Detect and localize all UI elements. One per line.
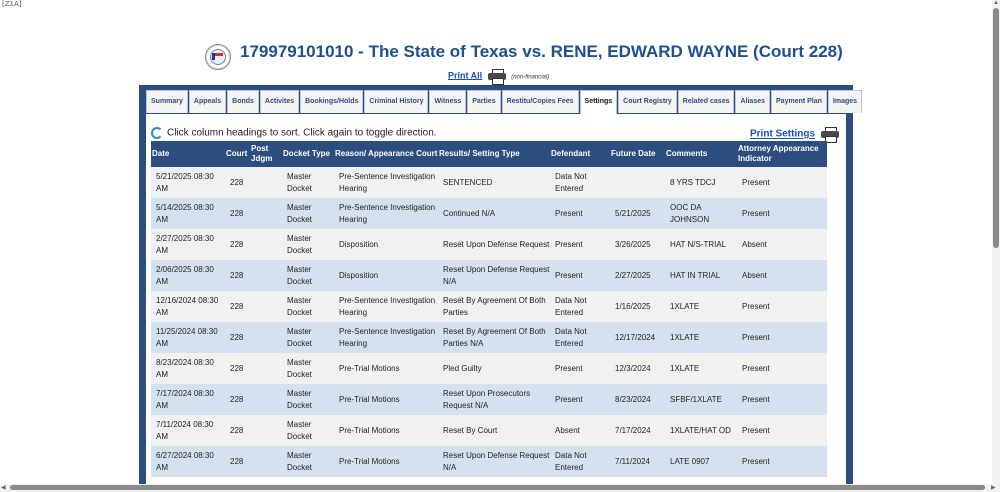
table-cell: 12/17/2024 — [610, 322, 665, 353]
print-settings-link[interactable]: Print Settings — [750, 128, 816, 140]
table-cell — [250, 260, 282, 291]
table-row — [151, 353, 827, 384]
print-settings-area — [750, 127, 842, 141]
column-header-post-jdgm[interactable]: Post Jdgm — [250, 141, 282, 167]
table-header-row — [151, 141, 827, 167]
texas-seal-icon — [205, 44, 231, 70]
table-cell: 7/11/2024 08:30 AM — [151, 415, 225, 446]
table-cell — [250, 167, 282, 198]
table-cell: 1/16/2025 — [610, 291, 665, 322]
table-cell: Pre-Trial Motions — [334, 415, 438, 446]
table-cell — [610, 167, 665, 198]
tab-images[interactable]: Images — [828, 90, 862, 113]
non-financial-label: (non-financial) — [511, 74, 550, 81]
settings-content — [146, 114, 846, 492]
table-cell: 228 — [225, 260, 250, 291]
table-cell: 8/23/2024 08:30 AM — [151, 353, 225, 384]
table-cell: Present — [550, 384, 610, 415]
table-cell: 8 YRS TDCJ — [665, 167, 737, 198]
tab-settings[interactable]: Settings — [580, 90, 618, 115]
table-cell: 228 — [225, 322, 250, 353]
table-cell: SENTENCED — [438, 167, 550, 198]
table-cell: Absent — [737, 260, 827, 291]
tab-restitu-copies-fees[interactable]: Restitu/Copies Fees — [502, 90, 579, 113]
printer-icon[interactable] — [820, 127, 840, 141]
table-cell: Pre-Sentence Investigation Hearing — [334, 322, 438, 353]
table-cell: Master Docket — [282, 384, 334, 415]
vertical-scrollbar[interactable] — [992, 0, 1000, 492]
tab-criminal-history[interactable]: Criminal History — [364, 90, 428, 113]
tab-payment-plan[interactable]: Payment Plan — [771, 90, 827, 113]
settings-table — [151, 141, 827, 477]
table-cell: 228 — [225, 353, 250, 384]
table-cell: Continued N/A — [438, 198, 550, 229]
table-cell: Master Docket — [282, 167, 334, 198]
table-cell: Pre-Trial Motions — [334, 353, 438, 384]
tab-bookings-holds[interactable]: Bookings/Holds — [300, 90, 363, 113]
table-cell: 5/21/2025 — [610, 198, 665, 229]
table-cell: Master Docket — [282, 291, 334, 322]
table-cell: SFBF/1XLATE — [665, 384, 737, 415]
table-cell: 228 — [225, 167, 250, 198]
table-cell: Reset By Court — [438, 415, 550, 446]
table-cell: Data Not Entered — [550, 446, 610, 477]
table-cell: Present — [737, 384, 827, 415]
table-cell: Master Docket — [282, 322, 334, 353]
table-cell: Present — [550, 353, 610, 384]
table-cell: 1XLATE — [665, 291, 737, 322]
table-cell: OOC DA JOHNSON — [665, 198, 737, 229]
table-cell: Present — [737, 291, 827, 322]
table-cell: Present — [737, 446, 827, 477]
table-cell — [250, 446, 282, 477]
table-cell — [250, 353, 282, 384]
table-row — [151, 322, 827, 353]
table-row — [151, 446, 827, 477]
table-cell: Pre-Trial Motions — [334, 384, 438, 415]
table-cell: Master Docket — [282, 446, 334, 477]
tab-witness[interactable]: Witness — [429, 90, 466, 113]
table-cell — [250, 198, 282, 229]
horizontal-scrollbar[interactable] — [0, 484, 1000, 492]
table-cell: Reset Upon Defense Request — [438, 229, 550, 260]
refresh-icon — [151, 127, 163, 139]
table-cell: 1XLATE — [665, 322, 737, 353]
table-cell: 7/11/2024 — [610, 446, 665, 477]
table-cell: Pre-Sentence Investigation Hearing — [334, 291, 438, 322]
column-header-defendant[interactable]: Defendant — [550, 141, 610, 167]
table-row — [151, 167, 827, 198]
column-header-attorney-appearance-indicator[interactable]: Attorney Appearance Indicator — [737, 141, 827, 167]
scroll-left-icon[interactable]: ◀ — [1, 485, 6, 491]
table-cell — [250, 291, 282, 322]
table-cell: Reset Upon Defense Request N/A — [438, 446, 550, 477]
table-cell: Data Not Entered — [550, 322, 610, 353]
table-cell: 5/14/2025 08:30 AM — [151, 198, 225, 229]
table-cell — [250, 229, 282, 260]
corner-label: [Z1A] — [2, 0, 22, 8]
tab-related-cases[interactable]: Related cases — [678, 90, 735, 113]
tab-court-registry[interactable]: Court Registry — [618, 90, 677, 113]
table-cell: 3/26/2025 — [610, 229, 665, 260]
table-cell: Present — [550, 260, 610, 291]
table-cell: Present — [550, 229, 610, 260]
table-cell: 2/27/2025 08:30 AM — [151, 229, 225, 260]
tab-bonds[interactable]: Bonds — [227, 90, 259, 113]
table-cell: Present — [737, 415, 827, 446]
table-cell: 228 — [225, 198, 250, 229]
tab-aliases[interactable]: Aliases — [735, 90, 770, 113]
table-cell: 228 — [225, 446, 250, 477]
table-cell: Disposition — [334, 260, 438, 291]
table-cell: 228 — [225, 384, 250, 415]
horizontal-scroll-thumb[interactable] — [10, 485, 985, 490]
table-cell: Pled Guilty — [438, 353, 550, 384]
table-cell: Master Docket — [282, 260, 334, 291]
scroll-up-icon[interactable]: ▲ — [993, 0, 999, 6]
table-row — [151, 198, 827, 229]
table-cell: 228 — [225, 291, 250, 322]
column-header-future-date[interactable]: Future Date — [610, 141, 665, 167]
table-cell: 5/21/2025 08:30 AM — [151, 167, 225, 198]
table-cell — [250, 322, 282, 353]
table-cell: Absent — [550, 415, 610, 446]
table-cell: Reset By Agreement Of Both Parties N/A — [438, 322, 550, 353]
column-header-comments[interactable]: Comments — [665, 141, 737, 167]
table-cell: Disposition — [334, 229, 438, 260]
tab-parties[interactable]: Parties — [467, 90, 500, 113]
scroll-right-icon[interactable]: ▶ — [991, 485, 996, 491]
table-cell: 7/17/2024 08:30 AM — [151, 384, 225, 415]
table-cell: Pre-Sentence Investigation Hearing — [334, 167, 438, 198]
table-cell: 228 — [225, 229, 250, 260]
table-cell: 228 — [225, 415, 250, 446]
table-cell: Reset By Agreement Of Both Parties — [438, 291, 550, 322]
tab-bar — [146, 90, 862, 114]
table-cell: HAT N/S-TRIAL — [665, 229, 737, 260]
sort-note — [151, 127, 437, 139]
column-header-docket-type[interactable]: Docket Type — [282, 141, 334, 167]
table-cell: Master Docket — [282, 353, 334, 384]
print-all-link[interactable]: Print All — [448, 70, 483, 81]
column-header-results-setting-type[interactable]: Results/ Setting Type — [438, 141, 550, 167]
table-cell: Present — [737, 167, 827, 198]
table-cell: 2/27/2025 — [610, 260, 665, 291]
table-cell: Absent — [737, 229, 827, 260]
table-cell: 1XLATE — [665, 353, 737, 384]
table-cell: Reset Upon Prosecutors Request N/A — [438, 384, 550, 415]
table-row — [151, 291, 827, 322]
table-cell: Master Docket — [282, 198, 334, 229]
table-cell: Master Docket — [282, 415, 334, 446]
table-cell: Present — [737, 322, 827, 353]
print-all-area — [448, 69, 549, 83]
table-row — [151, 229, 827, 260]
table-cell: Data Not Entered — [550, 167, 610, 198]
table-cell: 1XLATE/HAT OD — [665, 415, 737, 446]
table-cell: Reset Upon Defense Request N/A — [438, 260, 550, 291]
table-cell: HAT IN TRIAL — [665, 260, 737, 291]
table-row — [151, 260, 827, 291]
table-cell: Pre-Trial Motions — [334, 446, 438, 477]
table-cell — [250, 384, 282, 415]
page-title: 179979101010 - The State of Texas vs. RENE, EDWARD WAYNE (Court 228) — [240, 42, 843, 61]
sort-note-text: Click column headings to sort. Click again to toggle direction. — [167, 127, 437, 139]
table-cell: Pre-Sentence Investigation Hearing — [334, 198, 438, 229]
table-row — [151, 384, 827, 415]
table-cell: 2/06/2025 08:30 AM — [151, 260, 225, 291]
tab-activites[interactable]: Activites — [260, 90, 299, 113]
tab-appeals[interactable]: Appeals — [189, 90, 226, 113]
table-row — [151, 415, 827, 446]
printer-icon[interactable] — [487, 69, 507, 83]
table-cell: Present — [737, 353, 827, 384]
table-cell: Data Not Entered — [550, 291, 610, 322]
table-cell: 11/25/2024 08:30 AM — [151, 322, 225, 353]
table-cell — [250, 415, 282, 446]
table-cell: 6/27/2024 08:30 AM — [151, 446, 225, 477]
tab-summary[interactable]: Summary — [146, 90, 188, 113]
column-header-reason-appearance-court[interactable]: Reason/ Appearance Court — [334, 141, 438, 167]
table-cell: 12/3/2024 — [610, 353, 665, 384]
table-cell: LATE 0907 — [665, 446, 737, 477]
table-cell: 12/16/2024 08:30 AM — [151, 291, 225, 322]
table-cell: Present — [550, 198, 610, 229]
column-header-court[interactable]: Court — [225, 141, 250, 167]
table-cell: Master Docket — [282, 229, 334, 260]
vertical-scroll-thumb[interactable] — [993, 8, 999, 248]
table-cell: Present — [737, 198, 827, 229]
case-panel — [139, 85, 858, 492]
column-header-date[interactable]: Date — [151, 141, 225, 167]
table-cell: 7/17/2024 — [610, 415, 665, 446]
table-cell: 8/23/2024 — [610, 384, 665, 415]
